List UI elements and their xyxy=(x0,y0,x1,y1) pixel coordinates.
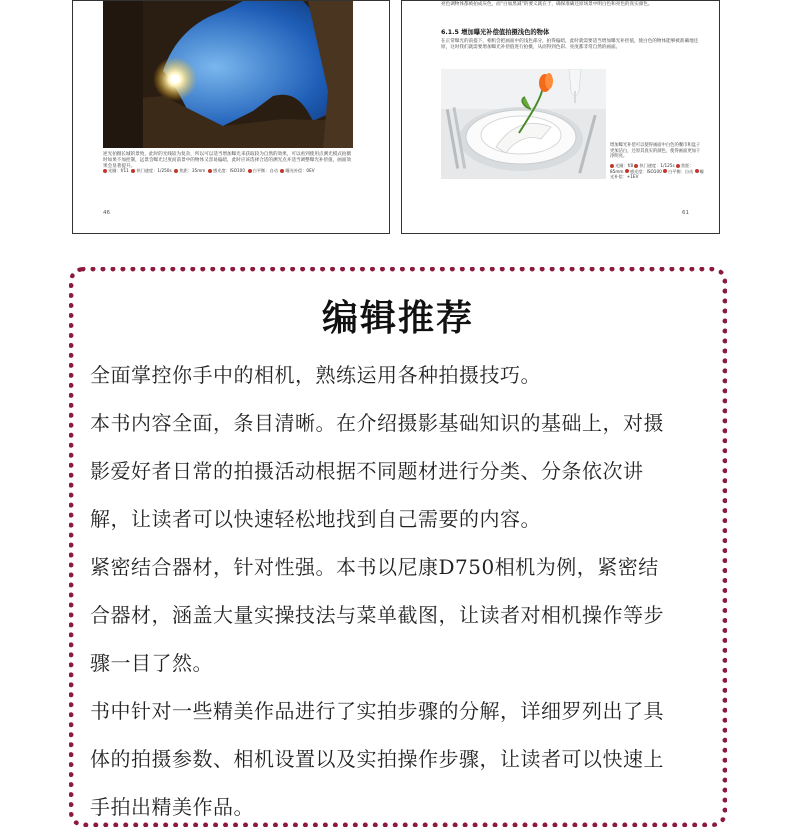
param-item: 焦距：35mm xyxy=(174,168,205,173)
section-text: 在正常曝光的前提下，相机会把画面中的浅色部分，拍得偏暗，此时就需要适当增加曝光补偿值，使白色的物体能够被准确地还原，这时我们就需要增加曝光补偿值进行拍摄，从而得到色彩、亮度都非常自然的画面。 xyxy=(441,39,699,51)
book-page-right xyxy=(401,0,720,234)
recommendation-line: 解，让读者可以快速轻松地找到自己需要的内容。 xyxy=(90,507,541,531)
param-item: 焦距：85mm xyxy=(610,163,694,174)
page-top-text: 亮色调物体都被拍成灰色，而“白加黑减”的要义就在于，确保准确还原场景中明白色和亮色的真实颜色。 xyxy=(441,2,653,7)
recommendation-line: 合器材，涵盖大量实操技法与菜单截图，让读者对相机操作等步 xyxy=(90,603,664,627)
page-number: 61 xyxy=(682,210,689,216)
param-item: 快门速度：1/125s xyxy=(634,163,674,168)
page-number: 46 xyxy=(103,210,110,216)
book-page-left xyxy=(72,0,390,234)
param-item: 曝光补偿：+1EV xyxy=(610,168,704,179)
param-item: 快门速度：1/250s xyxy=(131,168,171,173)
editor-recommendation-box xyxy=(69,267,727,827)
photo-caption: 增加曝光补偿可以使得画面中白色的餐巾和盘子更加洁白，还原其真实的颜色，使得画面更加干净明亮。 xyxy=(610,143,701,160)
shooting-params xyxy=(610,163,705,180)
param-item: 感光度：ISO100 xyxy=(208,168,245,173)
recommendation-line: 书中针对一些精美作品进行了实拍步骤的分解，详细罗列出了具 xyxy=(90,699,664,723)
param-item: 光圈：f/8 xyxy=(610,163,633,168)
recommendation-line: 全面掌控你手中的相机，熟练运用各种拍摄技巧。 xyxy=(90,363,541,387)
param-item: 白平衡：自动 xyxy=(248,168,278,173)
photo-caption: 逆光拍摄长城的景致，此时的光线较为复杂，所以可以适当增加曝光来获取较为自然的效果，可以看到使用点测光模式拍摄时如果不加控制，远景会曝光过度而前景中的物体又容易偏暗，此时应该选择合适的测光点并适当调整曝光补偿值，画面效果会显著提升。 xyxy=(103,152,352,169)
recommendation-title: 编辑推荐 xyxy=(321,297,474,339)
recommendation-line: 体的拍摄参数、相机设置以及实拍操作步骤，让读者可以快速上 xyxy=(90,747,664,771)
param-item: 曝光补偿：0EV xyxy=(280,168,314,173)
param-item: 白平衡：自动 xyxy=(663,169,693,174)
param-item: 光圈：f/11 xyxy=(103,168,129,173)
recommendation-line: 本书内容全面，条目清晰。在介绍摄影基础知识的基础上，对摄 xyxy=(90,411,664,435)
recommendation-line: 影爱好者日常的拍摄活动根据不同题材进行分类、分条依次讲 xyxy=(90,459,644,483)
shooting-params xyxy=(103,168,315,174)
recommendation-line: 骤一目了然。 xyxy=(90,651,213,675)
param-item: 感光度：ISO100 xyxy=(625,169,662,174)
recommendation-line: 紧密结合器材，针对性强。本书以尼康D750相机为例，紧密结 xyxy=(90,555,659,579)
section-title: 6.1.5 增加曝光补偿值拍摄浅色的物体 xyxy=(441,29,550,36)
recommendation-line: 手拍出精美作品。 xyxy=(90,795,254,819)
great-wall-photo xyxy=(103,1,353,148)
table-setting-photo xyxy=(441,69,606,179)
